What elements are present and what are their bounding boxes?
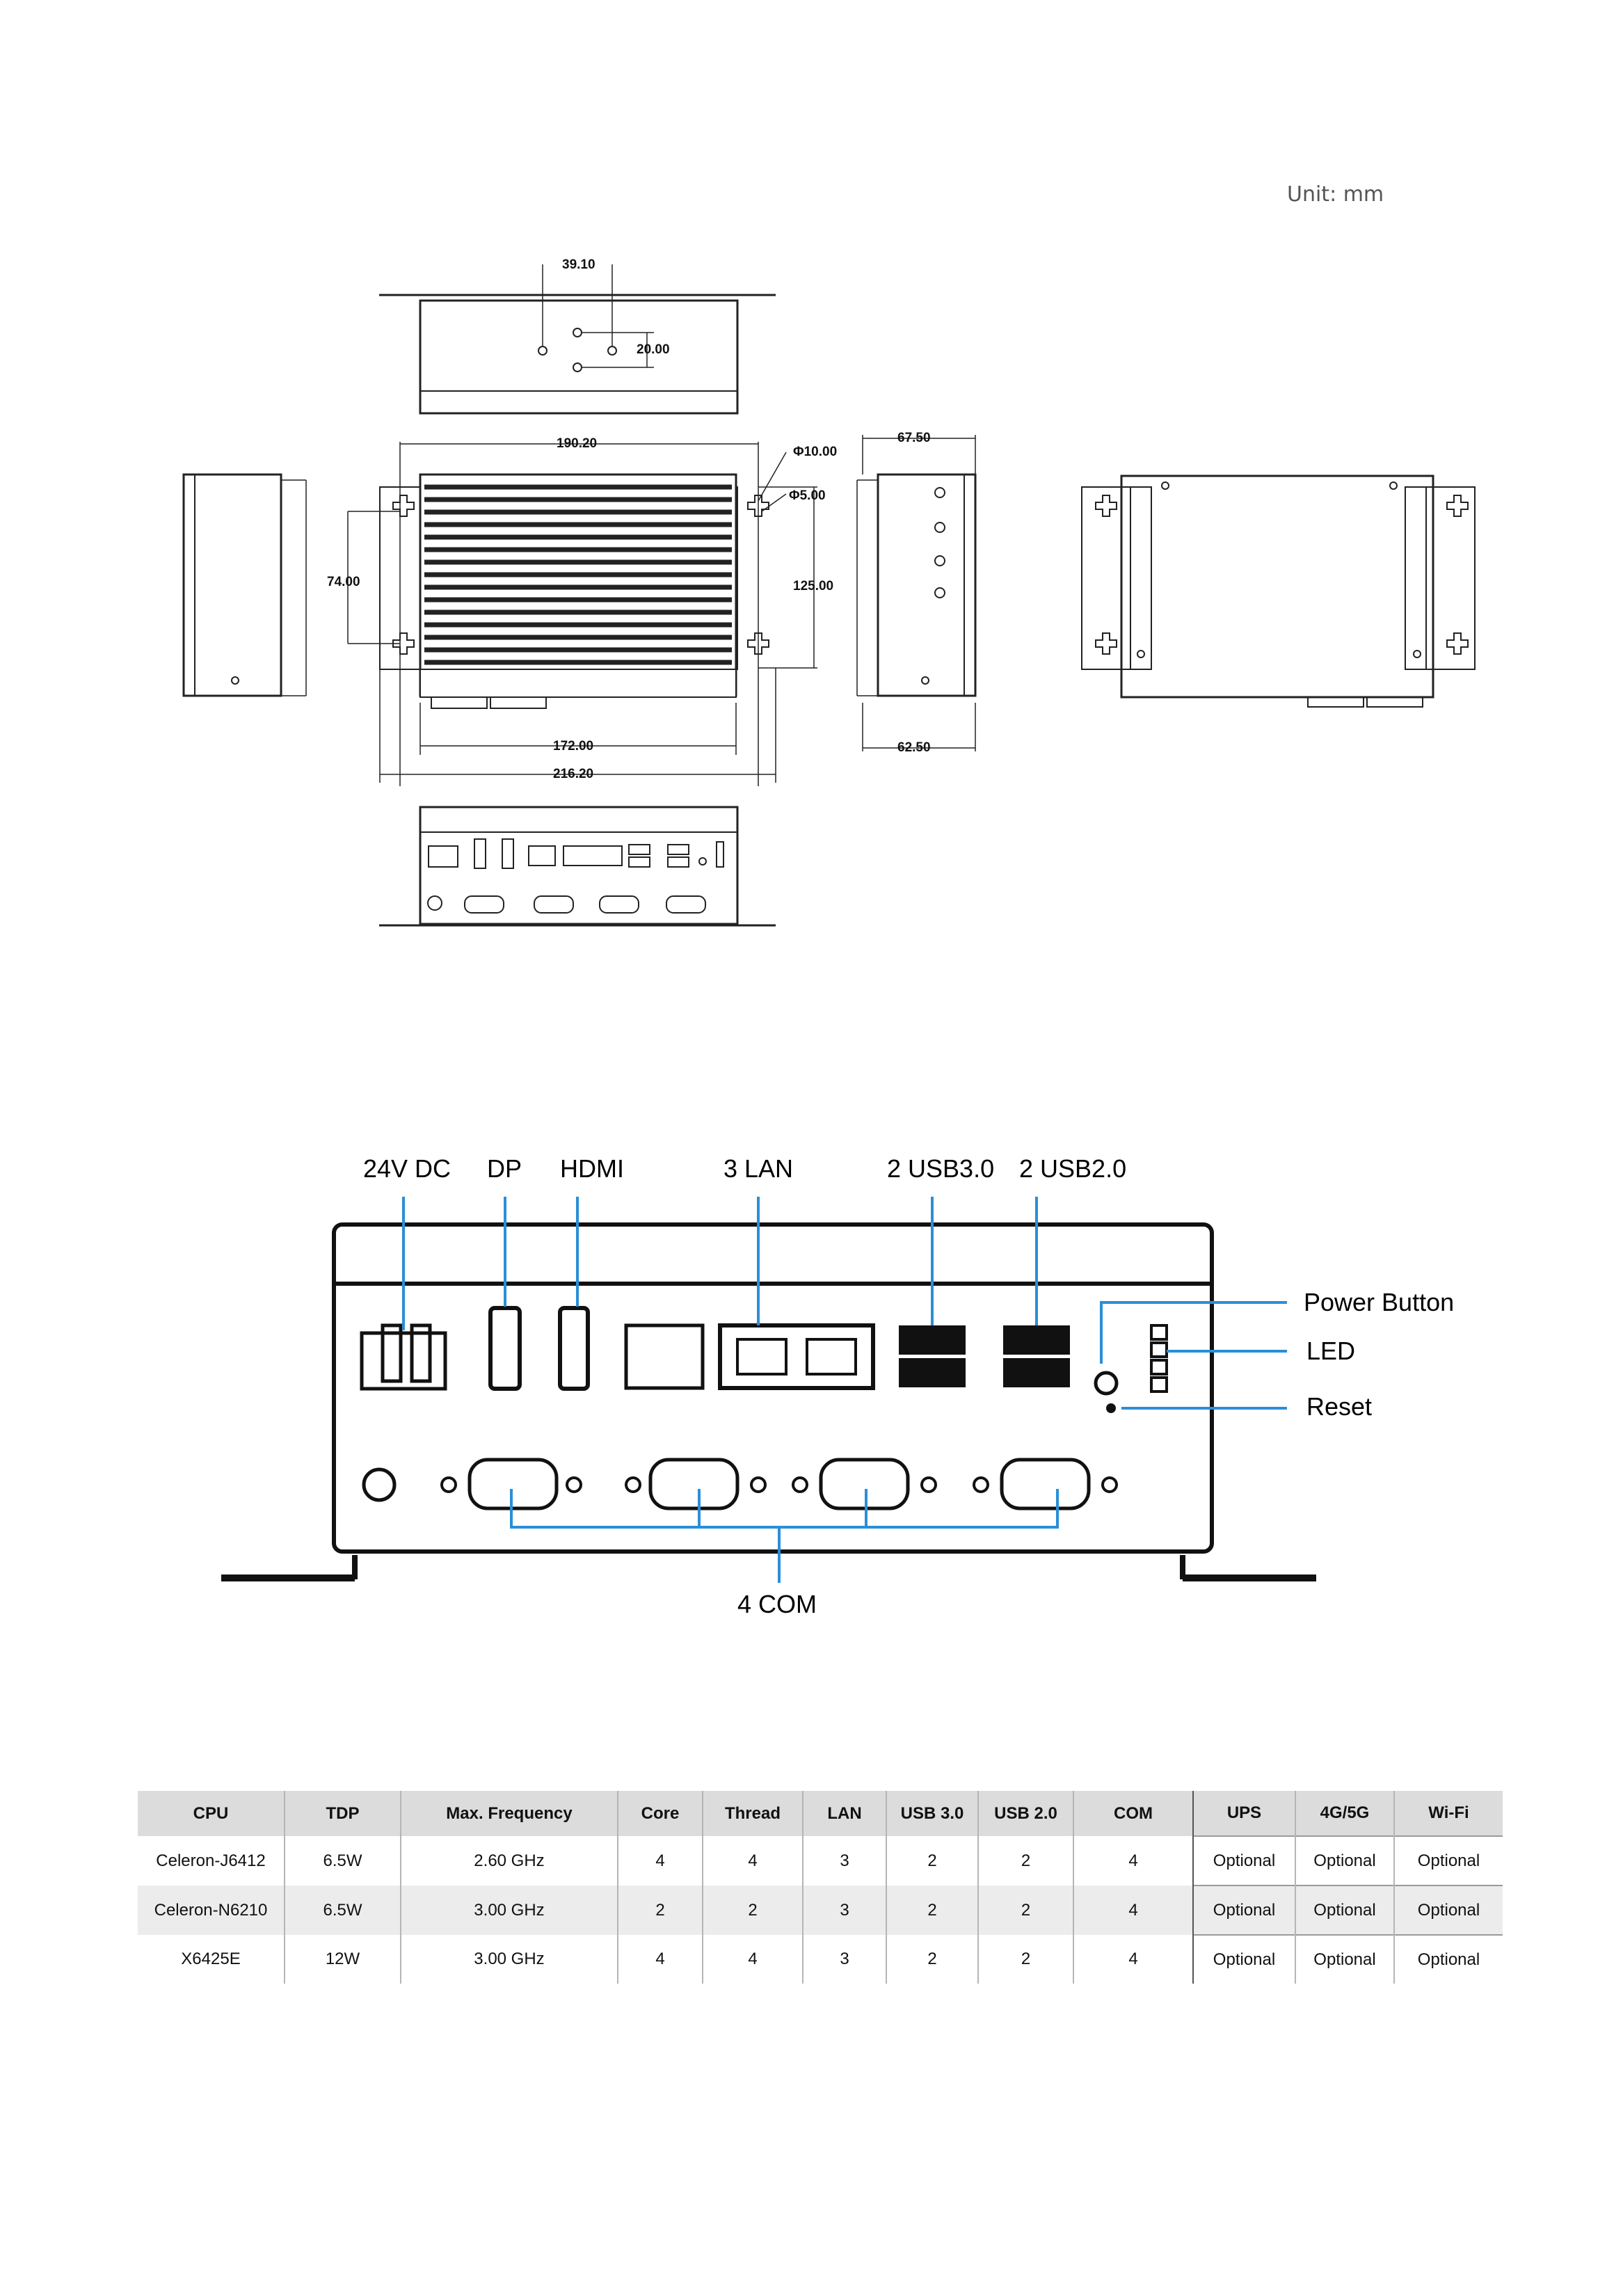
label-hdmi: HDMI bbox=[560, 1154, 624, 1183]
cell-tdp: 6.5W bbox=[285, 1886, 401, 1935]
label-dp: DP bbox=[487, 1154, 522, 1183]
label-reset: Reset bbox=[1306, 1392, 1373, 1421]
dim-top-hole-spacing: 39.10 bbox=[562, 257, 595, 272]
cell-4g5g: Optional bbox=[1295, 1935, 1394, 1984]
table-row bbox=[138, 1836, 1503, 1886]
dim-top-hole-offset: 20.00 bbox=[637, 342, 670, 357]
cell-usb2: 2 bbox=[978, 1836, 1073, 1886]
header-usb3: USB 3.0 bbox=[886, 1791, 978, 1836]
label-led: LED bbox=[1306, 1337, 1356, 1365]
label-com: 4 COM bbox=[737, 1590, 817, 1618]
cell-max-frequency: 2.60 GHz bbox=[401, 1836, 618, 1886]
table-row bbox=[138, 1886, 1503, 1935]
dim-depth-top: 67.50 bbox=[897, 431, 931, 445]
cell-usb2: 2 bbox=[978, 1935, 1073, 1984]
header-lan: LAN bbox=[803, 1791, 886, 1836]
spec-table bbox=[138, 1791, 1503, 1984]
cell-cpu: Celeron-N6210 bbox=[138, 1886, 285, 1935]
dim-inner-width: 172.00 bbox=[553, 739, 594, 754]
dim-total-width: 216.20 bbox=[553, 767, 594, 781]
cell-lan: 3 bbox=[803, 1886, 886, 1935]
cell-4g5g: Optional bbox=[1295, 1836, 1394, 1886]
cell-core: 2 bbox=[618, 1886, 703, 1935]
label-power-button: Power Button bbox=[1304, 1288, 1455, 1316]
cell-usb3: 2 bbox=[886, 1935, 978, 1984]
cell-tdp: 6.5W bbox=[285, 1836, 401, 1886]
header-max-frequency: Max. Frequency bbox=[401, 1791, 618, 1836]
cell-ups: Optional bbox=[1193, 1935, 1295, 1984]
dim-depth-bottom: 62.50 bbox=[897, 740, 931, 755]
header-core: Core bbox=[618, 1791, 703, 1836]
cell-lan: 3 bbox=[803, 1836, 886, 1886]
cell-thread: 2 bbox=[703, 1886, 803, 1935]
header-cpu: CPU bbox=[138, 1791, 285, 1836]
cell-cpu: X6425E bbox=[181, 1950, 241, 1968]
reset-pinhole bbox=[1108, 1405, 1114, 1411]
header-usb2: USB 2.0 bbox=[978, 1791, 1073, 1836]
cell-max-frequency: 3.00 GHz bbox=[401, 1886, 618, 1935]
cell-thread: 4 bbox=[703, 1836, 803, 1886]
header-com: COM bbox=[1073, 1791, 1193, 1836]
label-lan: 3 LAN bbox=[723, 1154, 794, 1183]
label-usb3: 2 USB3.0 bbox=[887, 1154, 995, 1183]
cell-com: 4 bbox=[1073, 1935, 1193, 1984]
cell-wifi: Optional bbox=[1394, 1935, 1503, 1984]
header-4g5g: 4G/5G bbox=[1295, 1791, 1394, 1836]
cell-thread: 4 bbox=[703, 1935, 803, 1984]
cell-usb3: 2 bbox=[886, 1836, 978, 1886]
dim-total-height: 125.00 bbox=[793, 579, 834, 593]
cell-com: 4 bbox=[1073, 1886, 1193, 1935]
cell-ups: Optional bbox=[1193, 1836, 1295, 1886]
cell-usb2: 2 bbox=[978, 1886, 1073, 1935]
label-usb2: 2 USB2.0 bbox=[1019, 1154, 1127, 1183]
cell-lan: 3 bbox=[803, 1935, 886, 1984]
dim-body-width: 190.20 bbox=[557, 436, 598, 451]
header-wifi: Wi-Fi bbox=[1394, 1791, 1503, 1836]
cell-ups: Optional bbox=[1193, 1886, 1295, 1935]
cell-tdp: 12W bbox=[285, 1935, 401, 1984]
header-ups: UPS bbox=[1193, 1791, 1295, 1836]
dim-hole-large: Φ10.00 bbox=[793, 445, 838, 459]
cell-wifi: Optional bbox=[1394, 1886, 1503, 1935]
cell-core: 4 bbox=[618, 1836, 703, 1886]
cell-cpu: Celeron-J6412 bbox=[156, 1851, 266, 1870]
cell-com: 4 bbox=[1073, 1836, 1193, 1886]
cell-core: 4 bbox=[618, 1935, 703, 1984]
dim-hole-small: Φ5.00 bbox=[789, 488, 826, 503]
table-header-row bbox=[138, 1791, 1503, 1836]
cell-usb3: 2 bbox=[886, 1886, 978, 1935]
unit-label: Unit: mm bbox=[1287, 182, 1384, 207]
cell-max-frequency: 3.00 GHz bbox=[401, 1935, 618, 1984]
cell-4g5g: Optional bbox=[1295, 1886, 1394, 1935]
dim-mount-vertical: 74.00 bbox=[327, 575, 360, 589]
table-row bbox=[138, 1935, 1503, 1984]
label-24v-dc: 24V DC bbox=[363, 1154, 451, 1183]
header-thread: Thread bbox=[703, 1791, 803, 1836]
cell-wifi: Optional bbox=[1394, 1836, 1503, 1886]
header-tdp: TDP bbox=[285, 1791, 401, 1836]
